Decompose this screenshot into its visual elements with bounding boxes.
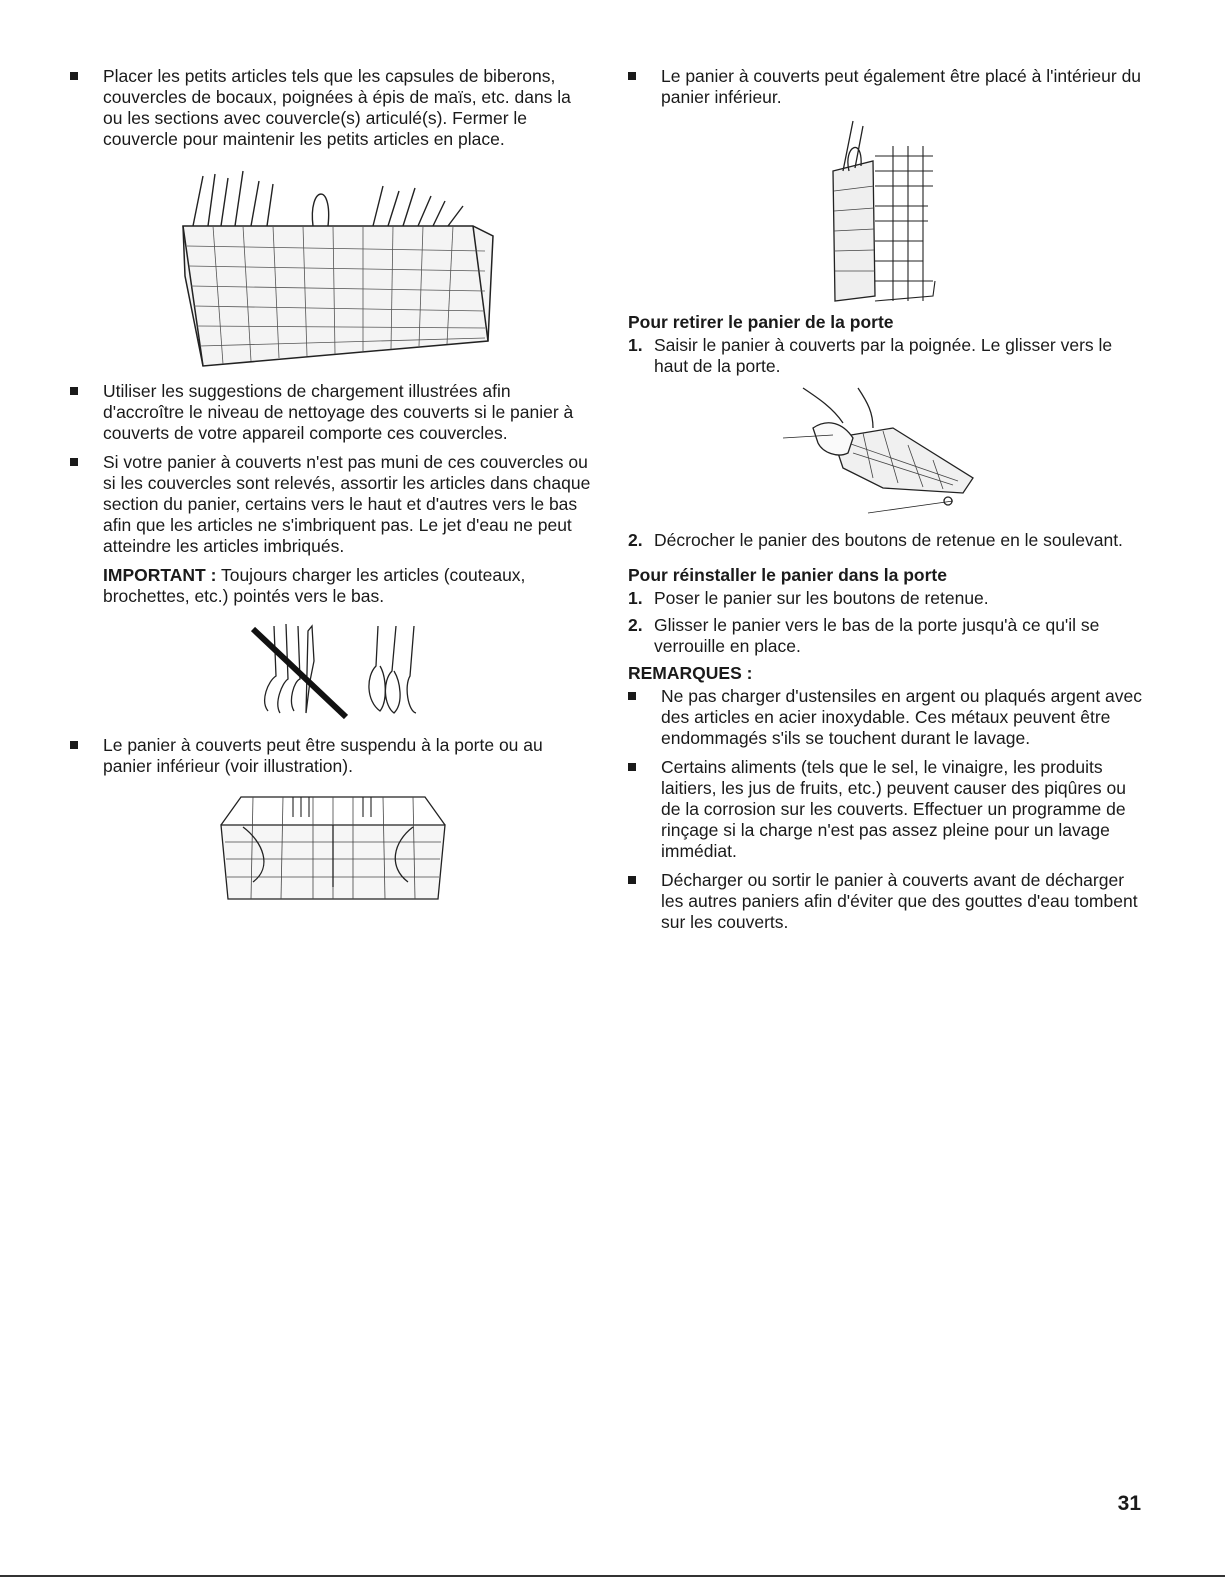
step-number: 1. <box>628 588 643 608</box>
bullet-icon <box>70 458 78 466</box>
lower-rack-illustration <box>213 787 453 902</box>
step-item <box>628 615 1148 657</box>
list-item <box>628 757 1148 862</box>
bullet-icon <box>628 763 636 771</box>
step-number: 2. <box>628 615 643 635</box>
list-item <box>628 686 1148 749</box>
bullet-text: Le panier à couverts peut être suspendu à la porte ou au panier inférieur (voir illustration). <box>103 735 543 776</box>
section-heading-remove: Pour retirer le panier de la porte <box>628 312 894 332</box>
step-text: Saisir le panier à couverts par la poignée. Le glisser vers le haut de la porte. <box>654 335 1113 376</box>
step-item <box>628 588 1148 609</box>
list-item <box>70 381 595 444</box>
important-note <box>70 565 595 607</box>
bullet-icon <box>70 741 78 749</box>
bullet-icon <box>628 72 636 80</box>
list-item <box>628 870 1148 933</box>
bullet-text: Le panier à couverts peut également être placé à l'intérieur du panier inférieur. <box>661 66 1142 107</box>
step-item <box>628 335 1148 377</box>
step-number: 1. <box>628 335 643 355</box>
silverware-basket-illustration <box>163 166 503 371</box>
bullet-text: Décharger ou sortir le panier à couverts avant de décharger les autres paniers afin d'éviter que des gouttes d'eau tombent sur les couverts. <box>661 870 1138 932</box>
step-item <box>628 530 1148 551</box>
list-item <box>628 66 1148 108</box>
step-text: Glisser le panier vers le bas de la porte jusqu'à ce qu'il se verrouille en place. <box>654 615 1100 656</box>
left-column <box>70 66 595 902</box>
right-column <box>628 66 1148 941</box>
list-item <box>70 452 595 557</box>
step-text: Décrocher le panier des boutons de retenue en le soulevant. <box>654 530 1123 550</box>
bullet-text: Si votre panier à couverts n'est pas muni de ces couvercles ou si les couvercles sont relevés, assortir les articles dans chaque section du panier, certains vers le haut et d'autres vers le bas afin que les articles ne s'imbriquent pas. Le jet d'eau ne peut atteindre les articles imbriqués. <box>103 452 591 556</box>
important-label: IMPORTANT : <box>103 565 217 585</box>
remove-basket-illustration <box>773 383 1003 518</box>
bullet-text: Ne pas charger d'ustensiles en argent ou plaqués argent avec des articles en acier inoxydable. Ces métaux peuvent être endommagés s'ils se touchent durant le lavage. <box>661 686 1143 748</box>
basket-in-lower-rack-illustration <box>813 116 963 306</box>
bottom-rule <box>0 1575 1225 1577</box>
bullet-icon <box>70 387 78 395</box>
bullet-icon <box>628 692 636 700</box>
bullet-text: Certains aliments (tels que le sel, le vinaigre, les produits laitiers, les jus de fruits, etc.) peuvent causer des piqûres ou de la corrosion sur les couverts. Effectuer un programme de rinçage si la charge n'est pas assez pleine pour un lavage immédiat. <box>661 757 1126 861</box>
step-text: Poser le panier sur les boutons de retenue. <box>654 588 989 608</box>
list-item <box>70 66 595 150</box>
important-text: Toujours charger les articles (couteaux, brochettes, etc.) pointés vers le bas. <box>103 565 526 606</box>
remarks-heading: REMARQUES : <box>628 663 753 683</box>
utensils-orientation-illustration <box>238 621 428 721</box>
bullet-text: Utiliser les suggestions de chargement illustrées afin d'accroître le niveau de nettoyage des couverts si le panier à couverts de votre appareil comporte ces couvercles. <box>103 381 574 443</box>
bullet-icon <box>70 72 78 80</box>
list-item <box>70 735 595 777</box>
step-number: 2. <box>628 530 643 550</box>
section-heading-install: Pour réinstaller le panier dans la porte <box>628 565 947 585</box>
bullet-text: Placer les petits articles tels que les capsules de biberons, couvercles de bocaux, poignées à épis de maïs, etc. dans la ou les sections avec couvercle(s) articulé(s). Fermer le couvercle pour maintenir les petits articles en place. <box>103 66 571 149</box>
bullet-icon <box>628 876 636 884</box>
page-number: 31 <box>1117 1492 1141 1515</box>
